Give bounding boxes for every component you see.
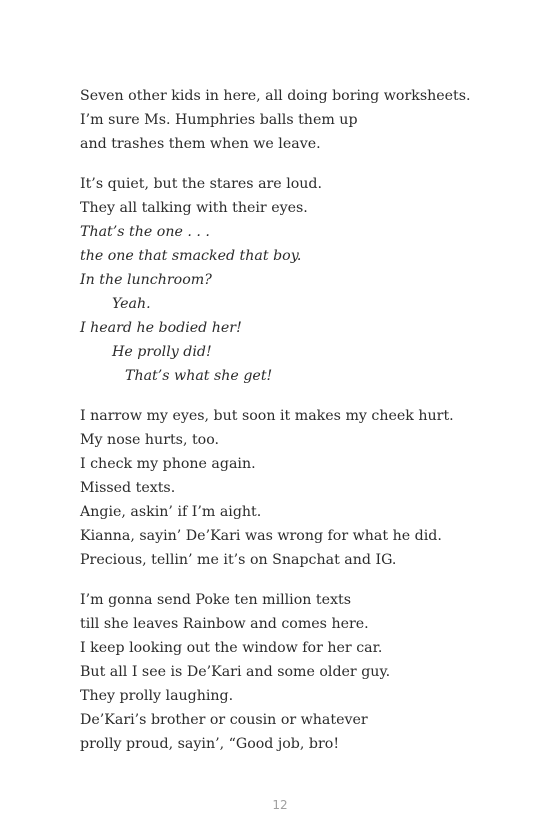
poem-line: I check my phone again. bbox=[80, 456, 256, 472]
dialogue-line: I heard he bodied her! bbox=[80, 320, 242, 336]
poem-line: Kianna, sayin’ De’Kari was wrong for what he did. bbox=[80, 528, 442, 544]
dialogue-line: He prolly did! bbox=[112, 344, 212, 360]
poem-line: But all I see is De’Kari and some older guy. bbox=[80, 664, 391, 680]
page-number: 12 bbox=[272, 798, 288, 812]
dialogue-line: That’s the one . . . bbox=[80, 224, 210, 240]
poem-line: I’m sure Ms. Humphries balls them up bbox=[80, 112, 358, 128]
poem-line: Precious, tellin’ me it’s on Snapchat and IG. bbox=[80, 552, 397, 568]
poem-line: I narrow my eyes, but soon it makes my cheek hurt. bbox=[80, 408, 454, 424]
stanza bbox=[80, 588, 520, 756]
dialogue-line: That’s what she get! bbox=[125, 368, 273, 384]
poem-line: prolly proud, sayin’, “Good job, bro! bbox=[80, 736, 340, 752]
stanza bbox=[80, 172, 520, 388]
poem-line: They prolly laughing. bbox=[80, 688, 234, 704]
poem-body bbox=[80, 84, 520, 772]
poem-line: Seven other kids in here, all doing boring worksheets. bbox=[80, 88, 471, 104]
dialogue-line: the one that smacked that boy. bbox=[80, 248, 302, 264]
poem-line: De’Kari’s brother or cousin or whatever bbox=[80, 712, 368, 728]
poem-line: My nose hurts, too. bbox=[80, 432, 220, 448]
dialogue-line: Yeah. bbox=[112, 296, 151, 312]
poem-line: I’m gonna send Poke ten million texts bbox=[80, 592, 351, 608]
poem-line: I keep looking out the window for her car. bbox=[80, 640, 383, 656]
poem-line: They all talking with their eyes. bbox=[80, 200, 308, 216]
poem-line: till she leaves Rainbow and comes here. bbox=[80, 616, 369, 632]
poem-line: Missed texts. bbox=[80, 480, 176, 496]
poem-line: It’s quiet, but the stares are loud. bbox=[80, 176, 323, 192]
poem-line: and trashes them when we leave. bbox=[80, 136, 321, 152]
dialogue-line: In the lunchroom? bbox=[80, 272, 212, 288]
poem-line: Angie, askin’ if I’m aight. bbox=[80, 504, 262, 520]
stanza bbox=[80, 84, 520, 156]
stanza bbox=[80, 404, 520, 572]
